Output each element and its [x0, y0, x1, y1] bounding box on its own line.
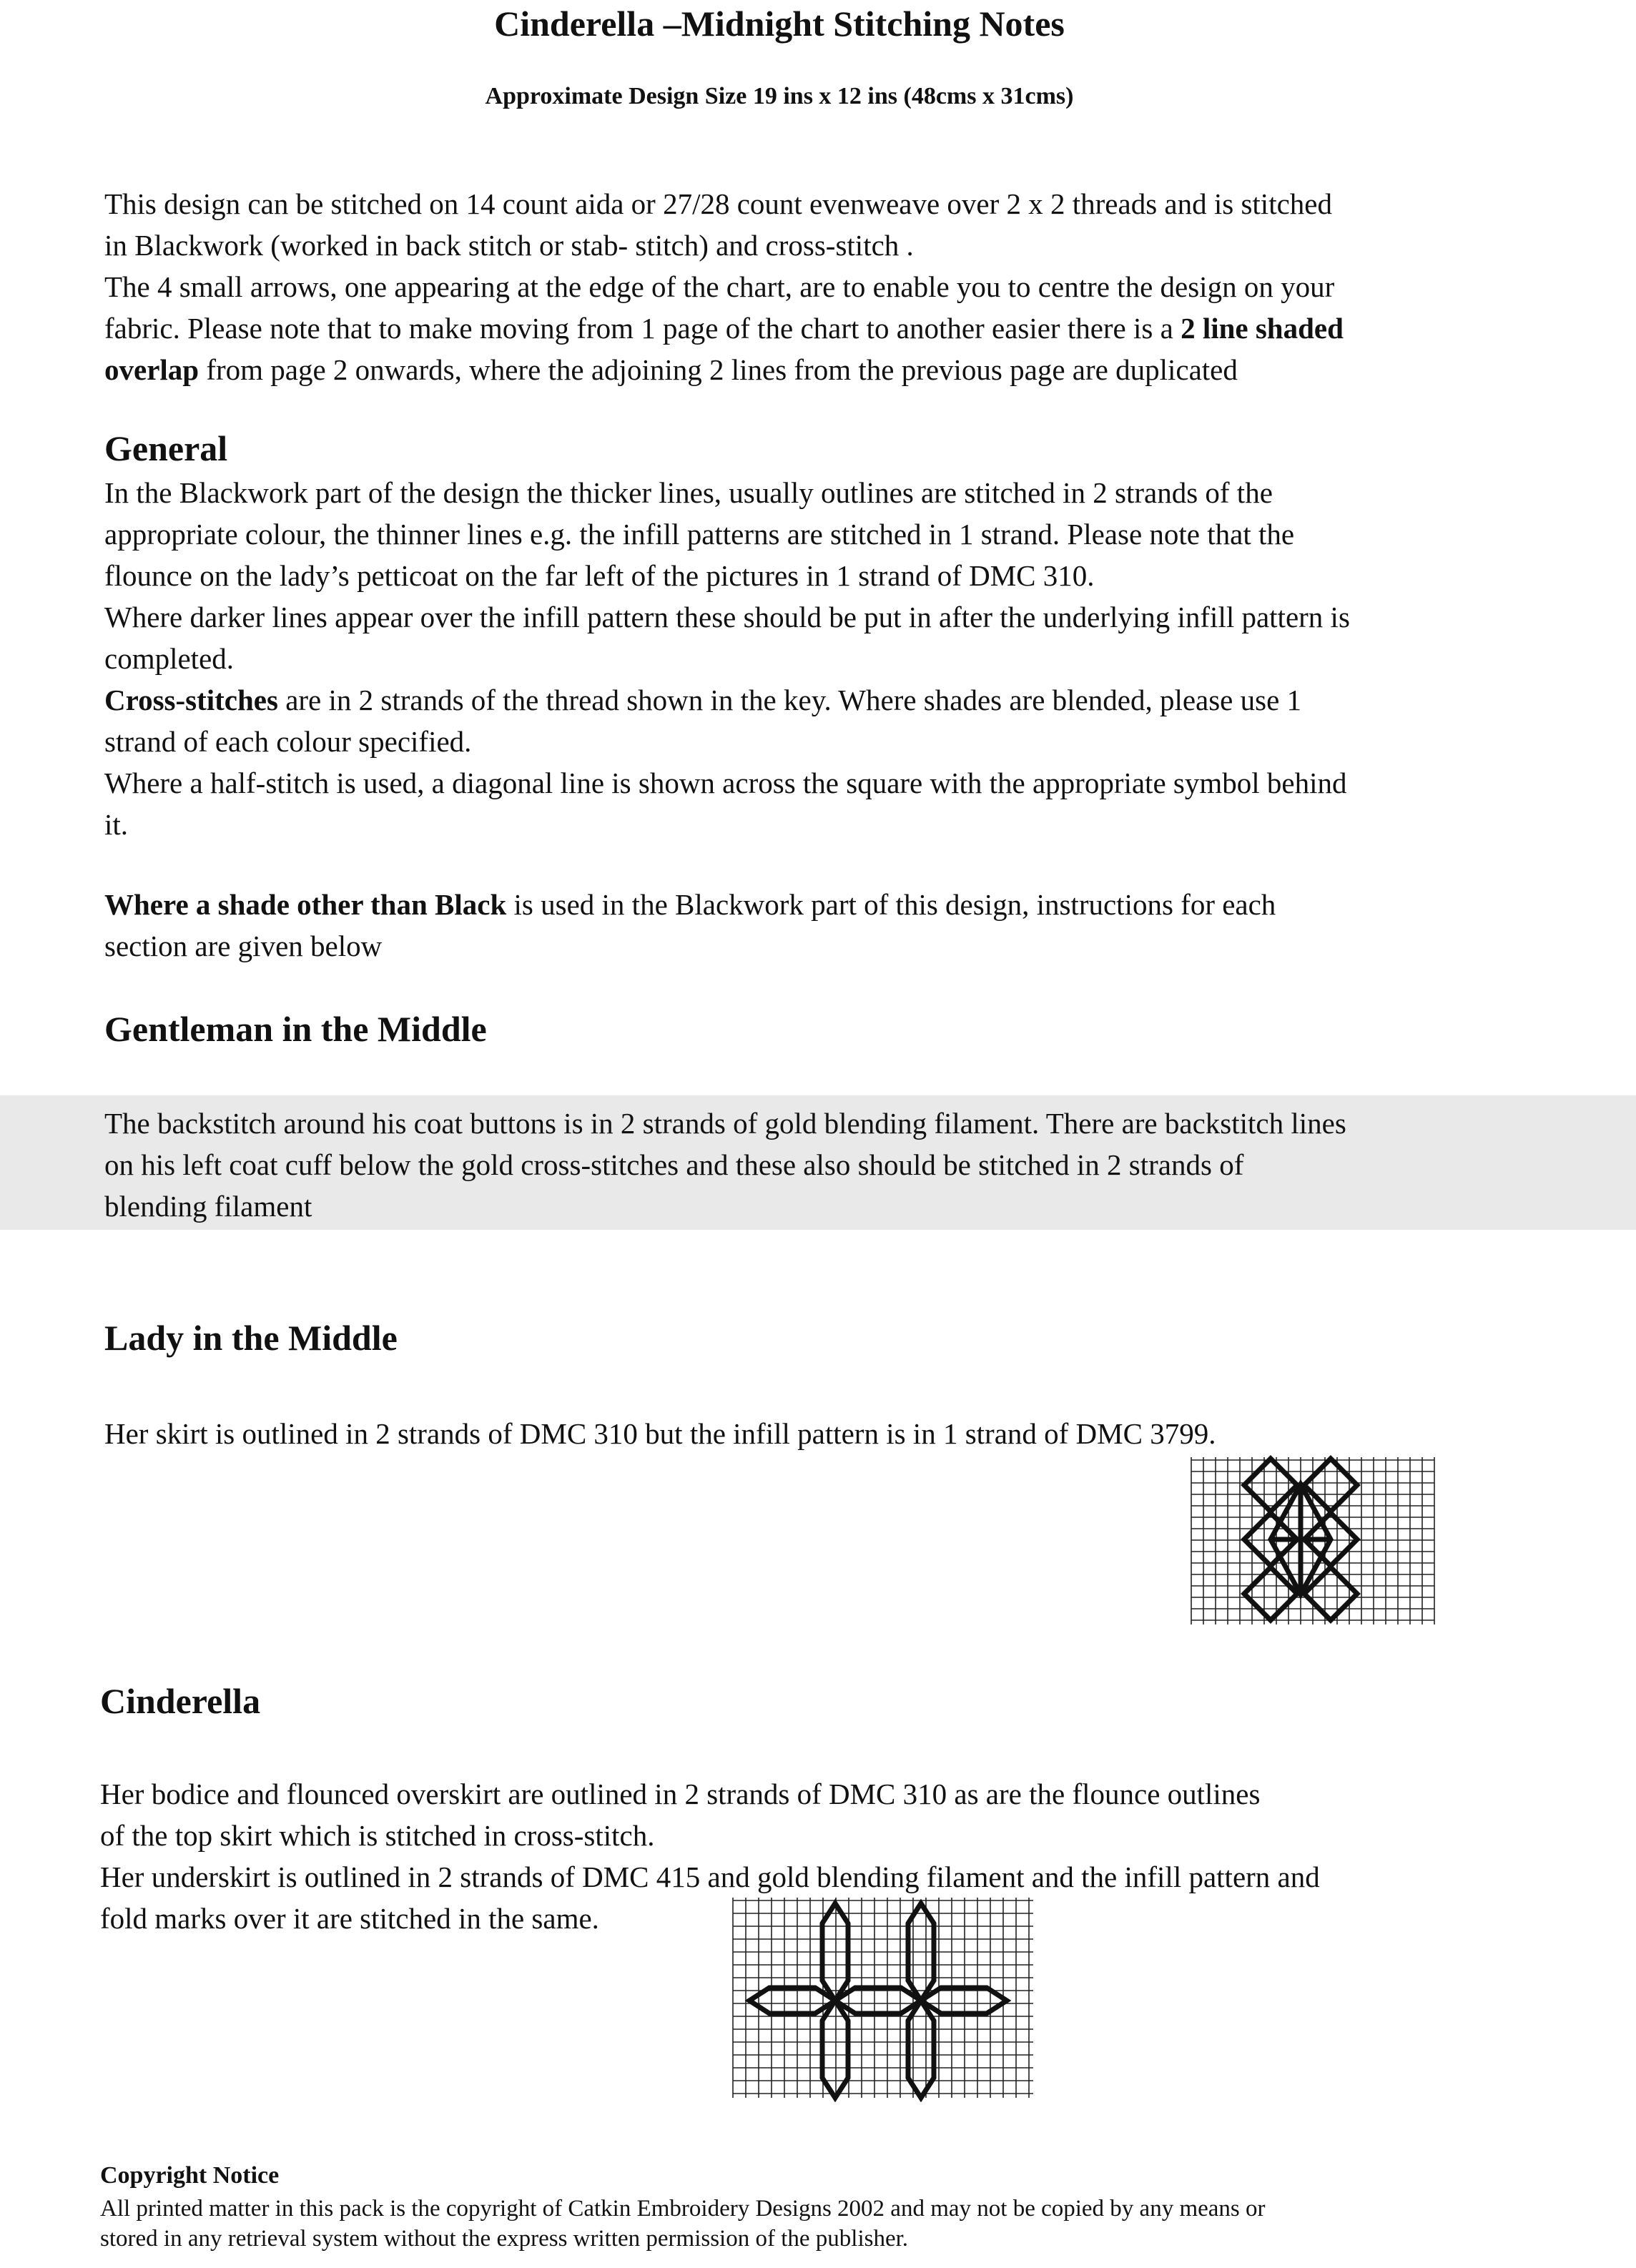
copyright-heading: Copyright Notice [100, 2162, 280, 2189]
general-paragraph [104, 472, 1635, 845]
lady-line: Her skirt is outlined in 2 strands of DMC 310 but the infill pattern is in 1 strand of DMC 3799. [104, 1417, 1216, 1450]
intro-paragraph [104, 183, 1635, 390]
motif-petal [749, 1988, 835, 2013]
shade-note-line: section are given below [104, 930, 383, 962]
general-line: Where a half-stitch is used, a diagonal line is shown across the square with the appropriate symbol behind [104, 766, 1347, 799]
lady-paragraph [104, 1413, 1635, 1454]
copyright-paragraph [100, 2194, 1636, 2254]
shade-note-line: Where a shade other than Black is used in the Blackwork part of this design, instructions for each [104, 888, 1276, 921]
cinderella-line: of the top skirt which is stitched in cross-stitch. [100, 1819, 655, 1852]
gentleman-line: on his left coat cuff below the gold cross-stitches and these also should be stitched in 2 strands of [104, 1148, 1244, 1181]
general-line: appropriate colour, the thinner lines e.g. the infill patterns are stitched in 1 strand. Please note that the [104, 518, 1295, 551]
gentleman-heading: Gentleman in the Middle [104, 1009, 487, 1049]
page-subtitle: Approximate Design Size 19 ins x 12 ins (48cms x 31cms) [485, 83, 1074, 109]
motif-petal [908, 2001, 934, 2098]
intro-line: overlap from page 2 onwards, where the adjoining 2 lines from the previous page are duplicated [104, 353, 1238, 386]
general-line: it. [104, 808, 129, 841]
intro-line: This design can be stitched on 14 count aida or 27/28 count evenweave over 2 x 2 threads and is stitched [104, 187, 1332, 220]
gentleman-line: blending filament [104, 1190, 312, 1223]
overlap-emphasis: 2 line shaded [1181, 312, 1344, 345]
infill-motif [749, 1903, 1007, 2098]
motif-petal [921, 1988, 1007, 2013]
intro-line: The 4 small arrows, one appearing at the edge of the chart, are to enable you to centre the design on your [104, 270, 1335, 303]
overlap-emphasis: overlap [104, 353, 199, 386]
shade-emphasis: Where a shade other than Black [104, 888, 507, 921]
general-heading: General [104, 428, 228, 468]
general-line: In the Blackwork part of the design the thicker lines, usually outlines are stitched in 2 strands of the [104, 476, 1273, 509]
gentleman-paragraph [104, 1103, 1635, 1227]
page-title: Cinderella –Midnight Stitching Notes [494, 4, 1065, 44]
motif-petal [822, 2001, 848, 2098]
cinderella-line: Her bodice and flounced overskirt are outlined in 2 strands of DMC 310 as are the flounce outlines [100, 1778, 1261, 1810]
copyright-line: stored in any retrieval system without the express written permission of the publisher. [100, 2226, 909, 2252]
motif-petal [835, 1988, 921, 2013]
cinderella-infill-pattern-diagram [729, 1895, 1037, 2102]
lady-heading: Lady in the Middle [104, 1318, 398, 1358]
general-line: Cross-stitches are in 2 strands of the thread shown in the key. Where shades are blended, please use 1 [104, 684, 1302, 716]
intro-line: in Blackwork (worked in back stitch or stab- stitch) and cross-stitch . [104, 229, 914, 262]
cinderella-heading: Cinderella [100, 1681, 261, 1721]
general-line: flounce on the lady’s petticoat on the far left of the pictures in 1 strand of DMC 310. [104, 559, 1095, 592]
general-line: completed. [104, 642, 235, 675]
general-line: Where darker lines appear over the infill pattern these should be put in after the underlying infill pattern is [104, 601, 1350, 633]
intro-line: fabric. Please note that to make moving from 1 page of the chart to another easier there is a 2 line shaded [104, 312, 1344, 345]
gentleman-line: The backstitch around his coat buttons is in 2 strands of gold blending filament. There are backstitch lines [104, 1107, 1346, 1140]
cross-stitch-emphasis: Cross-stitches [104, 684, 278, 716]
grid-lines [733, 1898, 1033, 2098]
cinderella-line: fold marks over it are stitched in the same. [100, 1902, 599, 1935]
general-line: strand of each colour specified. [104, 725, 472, 758]
cinderella-line: Her underskirt is outlined in 2 strands of DMC 415 and gold blending filament and the infill pattern and [100, 1860, 1320, 1893]
copyright-line: All printed matter in this pack is the copyright of Catkin Embroidery Designs 2002 and may not be copied by any means or [100, 2196, 1266, 2222]
shade-note-paragraph [104, 884, 1635, 967]
lady-infill-pattern-diagram [1184, 1453, 1442, 1632]
